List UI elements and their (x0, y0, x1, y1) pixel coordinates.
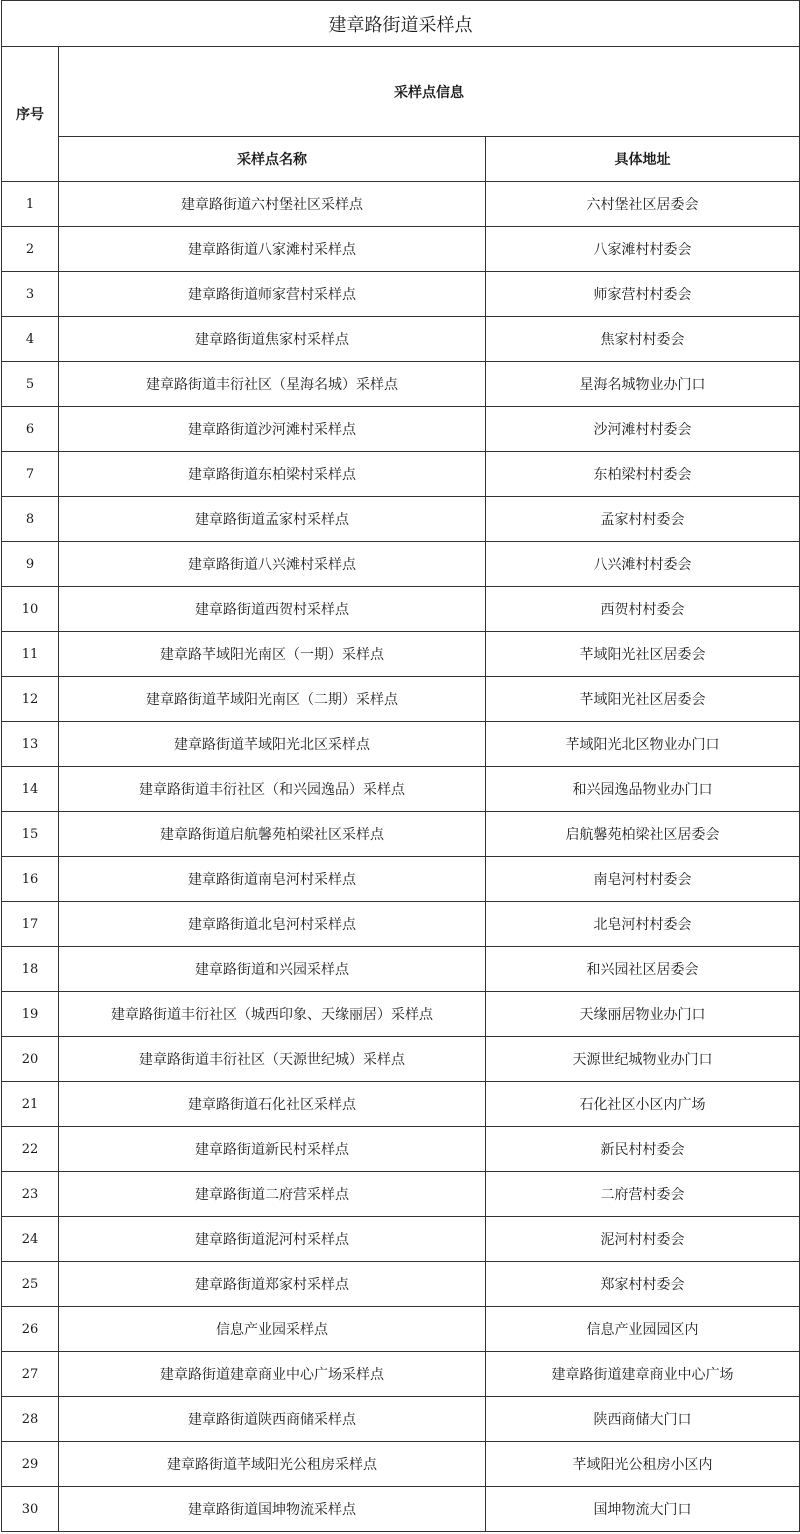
table-row (2, 362, 800, 407)
row-index: 9 (2, 542, 59, 587)
row-index: 17 (2, 902, 59, 947)
table-row (2, 857, 800, 902)
sampling-point-name: 建章路街道郑家村采样点 (59, 1262, 486, 1307)
table-row (2, 1442, 800, 1487)
table-row (2, 272, 800, 317)
sampling-point-address: 东柏梁村村委会 (486, 452, 800, 497)
table-row (2, 1262, 800, 1307)
sampling-point-address: 南皂河村村委会 (486, 857, 800, 902)
sampling-point-name: 信息产业园采样点 (59, 1307, 486, 1352)
row-index: 8 (2, 497, 59, 542)
row-index: 27 (2, 1352, 59, 1397)
row-index: 23 (2, 1172, 59, 1217)
sampling-point-address: 孟家村村委会 (486, 497, 800, 542)
table-row (2, 947, 800, 992)
table-row (2, 1082, 800, 1127)
name-header: 采样点名称 (59, 137, 486, 182)
row-index: 20 (2, 1037, 59, 1082)
row-index: 25 (2, 1262, 59, 1307)
sampling-point-name: 建章路街道芊域阳光公租房采样点 (59, 1442, 486, 1487)
sampling-point-name: 建章路街道新民村采样点 (59, 1127, 486, 1172)
row-index: 5 (2, 362, 59, 407)
header-row-2 (2, 137, 800, 182)
row-index: 10 (2, 587, 59, 632)
table-row (2, 1172, 800, 1217)
sampling-point-address: 和兴园社区居委会 (486, 947, 800, 992)
table-title-row (2, 1, 800, 47)
row-index: 19 (2, 992, 59, 1037)
sampling-point-address: 芊域阳光公租房小区内 (486, 1442, 800, 1487)
table-row (2, 1127, 800, 1172)
header-row-1 (2, 47, 800, 137)
sampling-point-name: 建章路街道八兴滩村采样点 (59, 542, 486, 587)
row-index: 6 (2, 407, 59, 452)
sampling-point-address: 芊域阳光社区居委会 (486, 677, 800, 722)
sampling-point-name: 建章路街道丰衍社区（和兴园逸品）采样点 (59, 767, 486, 812)
sampling-point-address: 天源世纪城物业办门口 (486, 1037, 800, 1082)
index-header: 序号 (2, 47, 59, 182)
sampling-point-name: 建章路街道和兴园采样点 (59, 947, 486, 992)
sampling-point-name: 建章路街道二府营采样点 (59, 1172, 486, 1217)
table-row (2, 452, 800, 497)
sampling-point-address: 二府营村委会 (486, 1172, 800, 1217)
table-row (2, 227, 800, 272)
table-row (2, 677, 800, 722)
sampling-point-address: 师家营村村委会 (486, 272, 800, 317)
row-index: 1 (2, 182, 59, 227)
row-index: 18 (2, 947, 59, 992)
row-index: 4 (2, 317, 59, 362)
table-row (2, 1217, 800, 1262)
sampling-point-address: 星海名城物业办门口 (486, 362, 800, 407)
sampling-point-name: 建章路街道丰衍社区（星海名城）采样点 (59, 362, 486, 407)
sampling-point-name: 建章路街道南皂河村采样点 (59, 857, 486, 902)
row-index: 12 (2, 677, 59, 722)
table-row (2, 1397, 800, 1442)
row-index: 15 (2, 812, 59, 857)
row-index: 28 (2, 1397, 59, 1442)
sampling-point-name: 建章路街道沙河滩村采样点 (59, 407, 486, 452)
row-index: 22 (2, 1127, 59, 1172)
row-index: 7 (2, 452, 59, 497)
sampling-points-table (1, 0, 800, 1532)
sampling-point-name: 建章路街道国坤物流采样点 (59, 1487, 486, 1532)
table-row (2, 1307, 800, 1352)
row-index: 16 (2, 857, 59, 902)
row-index: 13 (2, 722, 59, 767)
row-index: 2 (2, 227, 59, 272)
sampling-point-address: 石化社区小区内广场 (486, 1082, 800, 1127)
sampling-point-name: 建章路街道芊域阳光南区（二期）采样点 (59, 677, 486, 722)
sampling-point-name: 建章路街道芊域阳光北区采样点 (59, 722, 486, 767)
sampling-point-name: 建章路街道北皂河村采样点 (59, 902, 486, 947)
sampling-point-address: 泥河村村委会 (486, 1217, 800, 1262)
sampling-point-name: 建章路街道东柏梁村采样点 (59, 452, 486, 497)
table-row (2, 1487, 800, 1532)
row-index: 29 (2, 1442, 59, 1487)
sampling-point-address: 启航馨苑柏梁社区居委会 (486, 812, 800, 857)
table-body (2, 182, 800, 1532)
table-row (2, 1352, 800, 1397)
sampling-point-name: 建章路街道西贺村采样点 (59, 587, 486, 632)
sampling-point-address: 焦家村村委会 (486, 317, 800, 362)
sampling-point-address: 芊域阳光北区物业办门口 (486, 722, 800, 767)
sampling-point-address: 北皂河村村委会 (486, 902, 800, 947)
sampling-point-address: 六村堡社区居委会 (486, 182, 800, 227)
table-row (2, 1037, 800, 1082)
table-row (2, 992, 800, 1037)
table-title: 建章路街道采样点 (2, 1, 800, 47)
row-index: 30 (2, 1487, 59, 1532)
table-row (2, 542, 800, 587)
sampling-point-name: 建章路街道孟家村采样点 (59, 497, 486, 542)
address-header: 具体地址 (486, 137, 800, 182)
table-row (2, 632, 800, 677)
sampling-point-name: 建章路街道丰衍社区（城西印象、天缘丽居）采样点 (59, 992, 486, 1037)
sampling-point-name: 建章路街道六村堡社区采样点 (59, 182, 486, 227)
sampling-point-address: 八兴滩村村委会 (486, 542, 800, 587)
sampling-point-name: 建章路街道丰衍社区（天源世纪城）采样点 (59, 1037, 486, 1082)
row-index: 14 (2, 767, 59, 812)
sampling-point-name: 建章路芊域阳光南区（一期）采样点 (59, 632, 486, 677)
sampling-point-address: 沙河滩村村委会 (486, 407, 800, 452)
sampling-point-name: 建章路街道石化社区采样点 (59, 1082, 486, 1127)
sampling-point-address: 和兴园逸品物业办门口 (486, 767, 800, 812)
table-row (2, 407, 800, 452)
row-index: 24 (2, 1217, 59, 1262)
table-row (2, 722, 800, 767)
sampling-point-address: 芊域阳光社区居委会 (486, 632, 800, 677)
table-row (2, 182, 800, 227)
sampling-point-address: 建章路街道建章商业中心广场 (486, 1352, 800, 1397)
sampling-point-name: 建章路街道师家营村采样点 (59, 272, 486, 317)
sampling-point-name: 建章路街道焦家村采样点 (59, 317, 486, 362)
table-row (2, 587, 800, 632)
sampling-point-address: 郑家村村委会 (486, 1262, 800, 1307)
row-index: 21 (2, 1082, 59, 1127)
sampling-point-name: 建章路街道泥河村采样点 (59, 1217, 486, 1262)
table-row (2, 902, 800, 947)
sampling-point-name: 建章路街道启航馨苑柏梁社区采样点 (59, 812, 486, 857)
table-row (2, 317, 800, 362)
row-index: 11 (2, 632, 59, 677)
row-index: 3 (2, 272, 59, 317)
sampling-point-address: 陕西商储大门口 (486, 1397, 800, 1442)
table-row (2, 767, 800, 812)
table-row (2, 497, 800, 542)
row-index: 26 (2, 1307, 59, 1352)
sampling-point-address: 信息产业园园区内 (486, 1307, 800, 1352)
sampling-point-name: 建章路街道建章商业中心广场采样点 (59, 1352, 486, 1397)
sampling-point-address: 国坤物流大门口 (486, 1487, 800, 1532)
sampling-point-address: 西贺村村委会 (486, 587, 800, 632)
sampling-point-address: 天缘丽居物业办门口 (486, 992, 800, 1037)
sampling-point-address: 八家滩村村委会 (486, 227, 800, 272)
table-row (2, 812, 800, 857)
sampling-point-name: 建章路街道八家滩村采样点 (59, 227, 486, 272)
sampling-point-address: 新民村村委会 (486, 1127, 800, 1172)
info-group-header: 采样点信息 (59, 47, 800, 137)
sampling-point-name: 建章路街道陕西商储采样点 (59, 1397, 486, 1442)
